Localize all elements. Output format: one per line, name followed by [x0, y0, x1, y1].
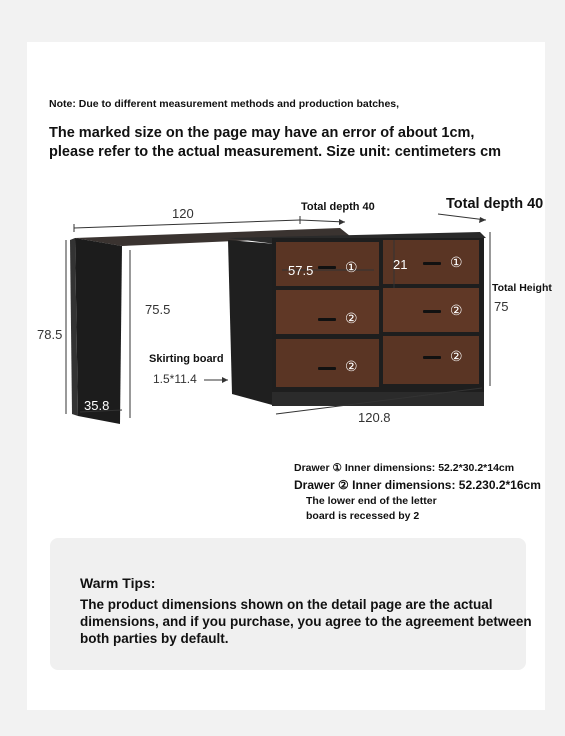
- drawer-marker-2d: ②: [450, 348, 463, 364]
- warm-tips-body: The product dimensions shown on the detail page are the actual dimensions, and if you purchase, you agree to the agreement between both parties by default.: [80, 597, 532, 646]
- leg-height-label: 75.5: [145, 302, 171, 317]
- total-height-value: 75: [494, 299, 509, 314]
- recess-note-line-2: board is recessed by 2: [306, 510, 420, 522]
- recess-note: [294, 494, 541, 524]
- skirting-board-label: Skirting board: [149, 353, 224, 365]
- drawer-marker-2b: ②: [450, 302, 463, 318]
- skirting-size-label: 1.5*11.4: [153, 372, 197, 386]
- drawer-width-label: 57.5: [288, 263, 314, 278]
- drawer-marker-1b: ①: [450, 254, 463, 270]
- warm-tips-box: [50, 538, 532, 670]
- note-line-1: Note: Due to different measurement methods and production batches,: [49, 98, 400, 110]
- note-line-2: The marked size on the page may have an error of about 1cm,: [49, 125, 475, 141]
- drawer-marker-1a: ①: [345, 259, 358, 275]
- drawer-1-spec: Drawer ① Inner dimensions: 52.2*30.2*14cm: [294, 462, 515, 474]
- leg-depth-label: 35.8: [84, 398, 110, 413]
- drawer-marker-2a: ②: [345, 310, 358, 326]
- drawer-height-label: 21: [393, 257, 408, 272]
- warm-tips-title: Warm Tips:: [80, 575, 156, 591]
- desk-width-label: 120: [172, 206, 194, 221]
- desk-height-label: 78.5: [37, 327, 63, 342]
- total-height-label: Total Height: [492, 282, 552, 294]
- note-line-3: please refer to the actual measurement. Size unit: centimeters cm: [49, 144, 502, 160]
- cabinet-side: [228, 240, 276, 406]
- drawer-marker-2c: ②: [345, 358, 358, 374]
- total-depth-big-label: Total depth 40: [446, 196, 544, 212]
- drawer-2-spec: Drawer ② Inner dimensions: 52.230.2*16cm: [294, 478, 541, 492]
- recess-note-line-1: The lower end of the letter: [306, 495, 437, 507]
- cabinet-width-label: 120.8: [358, 410, 391, 425]
- drawer-specs: [294, 460, 541, 524]
- total-depth-small-label: Total depth 40: [301, 201, 375, 213]
- skirting-plinth: [272, 392, 484, 406]
- desk-leg-panel: [75, 238, 122, 424]
